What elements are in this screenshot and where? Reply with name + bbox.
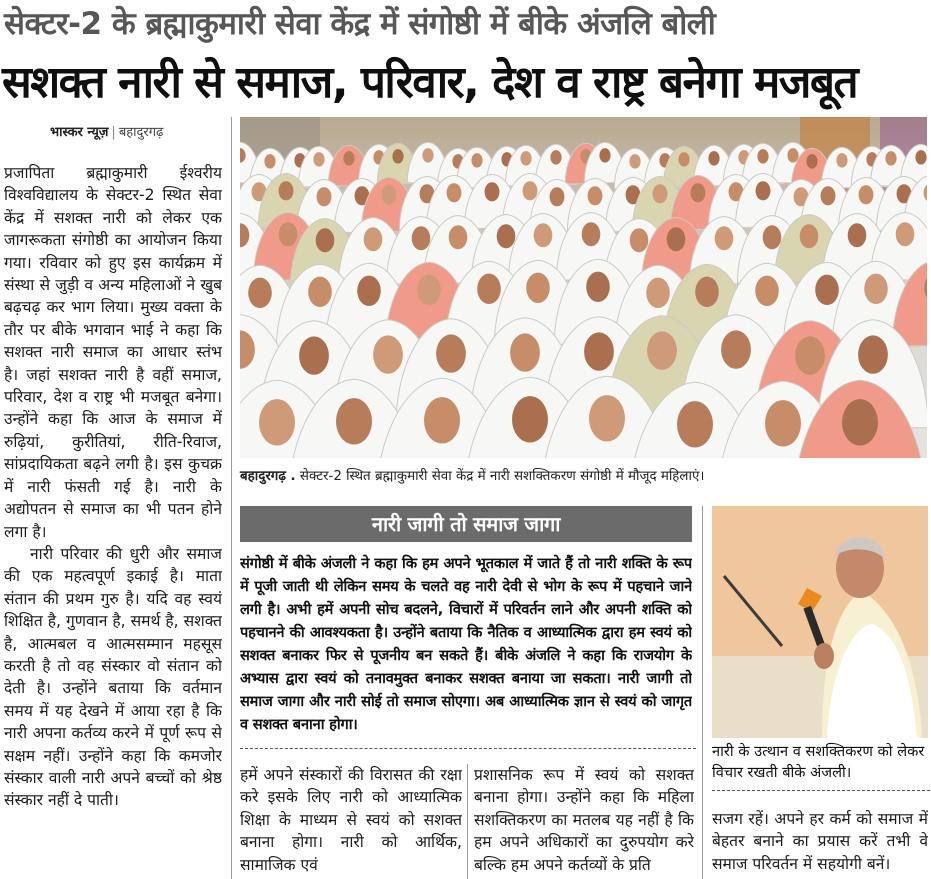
crowd-face bbox=[757, 149, 768, 163]
crowd-face bbox=[550, 150, 561, 164]
crowd-face bbox=[677, 401, 713, 447]
crowd-face bbox=[586, 272, 610, 302]
crowd-face bbox=[842, 399, 878, 445]
crowd-face bbox=[859, 185, 874, 204]
caption-text: सेक्टर-2 स्थित ब्रह्माकुमारी सेवा केंद्र में नारी सशक्तिकरण संगोष्ठी में मौजूद महिलाएं। bbox=[299, 469, 705, 484]
crowd-face bbox=[279, 222, 298, 246]
byline-agency: भास्कर न्यूज़ bbox=[50, 125, 109, 140]
crowd-face bbox=[815, 275, 839, 305]
column-divider bbox=[231, 117, 232, 879]
byline-place: बहादुरगढ़ bbox=[118, 125, 164, 140]
crowd-face bbox=[599, 148, 610, 162]
article-column-4 bbox=[712, 808, 928, 879]
crowd-face bbox=[510, 333, 540, 371]
crowd-face bbox=[373, 335, 403, 373]
crowd-face bbox=[248, 278, 272, 308]
dashed-divider bbox=[240, 748, 696, 749]
crowd-face bbox=[678, 152, 689, 166]
crowd-face bbox=[589, 395, 625, 441]
crowd-face bbox=[471, 153, 482, 167]
caption-place: बहादुरगढ़ . bbox=[240, 469, 296, 484]
crowd-face bbox=[848, 223, 867, 247]
crowd-face bbox=[647, 331, 677, 369]
crowd-face bbox=[447, 183, 462, 202]
kicker-headline: सेक्टर-2 के ब्रह्माकुमारी सेवा केंद्र में संगोष्ठी में बीके अंजलि बोली bbox=[4, 6, 716, 42]
crowd-face bbox=[588, 186, 603, 205]
crowd-face bbox=[534, 223, 553, 247]
crowd-face bbox=[412, 226, 431, 250]
side-photo-caption: नारी के उत्थान व सशक्तिकरण को लेकर विचार रखती बीके अंजली। bbox=[712, 743, 925, 781]
crowd-face bbox=[417, 275, 441, 305]
crowd-face bbox=[715, 226, 734, 250]
crowd-face bbox=[449, 225, 468, 249]
crowd-face bbox=[526, 273, 550, 303]
crowd-face bbox=[336, 398, 372, 444]
crowd-face bbox=[756, 181, 771, 200]
crowd-face bbox=[765, 400, 801, 446]
column-divider bbox=[467, 764, 468, 879]
article-column-3 bbox=[474, 764, 694, 879]
crowd-face bbox=[896, 222, 915, 246]
box-paragraph: संगोष्ठी में बीके अंजली ने कहा कि हम अपने भूतकाल में जाते हैं तो नारी शक्ति के रूप में पूजी जाती थी लेकिन समय के चलते वह नारी देवी से भोग के रूप में पहचाने जाने लगी है। अभी हमें अपनी सोच बदलने, विचारों में परिवर्तन लाने और अपनी शक्ति को पहचानने की आवश्यकता है। उन्होंने बताया कि नैतिक व आध्यात्मिक द्वारा हम स्वयं को सशक्त बनाकर फिर से पूजनीय बन सकते हैं। बीके अंजलि ने कहा कि राजयोग के अभ्यास द्वारा स्वयं को तनावमुक्त बनाकर सशक्त बनाया जा सकता। नारी जागी तो समाज जागा और नारी सोई तो समाज सोएगा। अब आध्यात्मिक ज्ञान से स्वयं को जागृत व सशक्त बनाना होगा। bbox=[240, 555, 692, 733]
crowd-face bbox=[357, 276, 381, 306]
crowd-face bbox=[485, 182, 500, 201]
crowd-face bbox=[477, 274, 501, 304]
crowd-face bbox=[629, 154, 640, 168]
crowd-photo-illustration bbox=[240, 117, 927, 458]
crowd-face bbox=[915, 150, 926, 164]
crowd-face bbox=[424, 397, 460, 443]
dashed-divider bbox=[712, 790, 930, 791]
crowd-face bbox=[382, 185, 397, 204]
crowd-face bbox=[497, 224, 516, 248]
crowd-face bbox=[755, 276, 779, 306]
crowd-figures bbox=[240, 142, 927, 458]
crowd-face bbox=[279, 181, 294, 200]
crowd-face bbox=[646, 278, 670, 308]
crowd-face bbox=[317, 187, 332, 206]
crowd-face bbox=[264, 154, 275, 168]
crowd-face bbox=[691, 183, 706, 202]
crowd-face bbox=[800, 224, 819, 248]
crowd-face bbox=[313, 152, 324, 166]
crowd-face bbox=[821, 186, 836, 205]
article-column-1 bbox=[4, 162, 222, 879]
crowd-face bbox=[523, 181, 538, 200]
crowd-face bbox=[436, 334, 466, 372]
byline bbox=[50, 122, 163, 140]
crowd-face bbox=[630, 228, 649, 252]
crowd-face bbox=[582, 222, 601, 246]
crowd-face bbox=[512, 396, 548, 442]
crowd-face bbox=[392, 149, 403, 163]
crowd-face bbox=[806, 154, 817, 168]
article-paragraph: प्रजापिता ब्रह्माकुमारी ईश्वरीय विश्वविद्यालय के सेक्टर-2 स्थित सेवा केंद्र में सशक्त नारी को लेकर एक जागरूकता संगोष्ठी का आयोजन किया गया। रविवार को हुए इस कार्यक्रम में संस्था से जुड़ी व अन्य महिलाओं ने खुब बढ़चढ़ कर भाग लिया। मुख्य वक्ता के तौर पर बीके भगवान भाई ने कहा कि सशक्त नारी समाज का आधार स्तंभ है। जहां सशक्त नारी है वहीं समाज, परिवार, देश व राष्ट्र भी मजबूत बनेगा। उन्होंने कहा कि आज के समाज में रुढ़ियां, कुरीतियां, रीति-रिवाज, सांप्रदायिकता बढ़ने लगी है। इस कुचक्र में नारी फंसती गई है। नारी के अद्योपतन से समाज का भी पतन होने लगा है। bbox=[4, 164, 222, 541]
article-paragraph: सजग रहें। अपने हर कर्म को समाज में बेहतर बनाने का प्रयास करें तभी वे समाज परिवर्तन में सहयोगी बनें। bbox=[712, 810, 928, 873]
speaker-photo-illustration bbox=[712, 506, 928, 738]
crowd-face bbox=[795, 336, 825, 374]
crowd-face bbox=[836, 153, 847, 167]
crowd-face bbox=[858, 335, 888, 373]
crowd-face bbox=[308, 277, 332, 307]
subhead-bar: नारी जागी तो समाज जागा bbox=[240, 506, 692, 542]
column-divider bbox=[702, 506, 703, 879]
crowd-face bbox=[763, 225, 782, 249]
byline-separator: | bbox=[111, 125, 116, 140]
crowd-face bbox=[343, 151, 354, 165]
article-paragraph: प्रशासनिक रूप में स्वयं को सशक्त बनाना होगा। उन्होंने कहा कि महिला सशक्तिकरण का मतलब यह नहीं है कि हम अपने अधिकारों का दुरुपयोग करे बल्कि हम अपने कर्तव्यों के प्रति bbox=[474, 766, 694, 874]
crowd-face bbox=[422, 148, 433, 162]
crowd-face bbox=[584, 332, 614, 370]
crowd-face bbox=[695, 277, 719, 307]
crowd-face bbox=[259, 399, 295, 445]
article-paragraph: हमें अपने संस्कारों की विरासत की रक्षा करे इसके लिए नारी को आध्यात्मिक शिक्षा के माध्यम से स्वयं को सशक्त बनाना होगा। नारी को आर्थिक, सामाजिक एवं bbox=[240, 766, 462, 874]
crowd-face bbox=[667, 227, 686, 251]
crowd-face bbox=[520, 151, 531, 165]
crowd-face bbox=[299, 336, 329, 374]
crowd-face bbox=[708, 151, 719, 165]
crowd-photo bbox=[240, 117, 927, 458]
speaker-photo bbox=[712, 506, 928, 738]
main-headline: सशक्त नारी से समाज, परिवार, देश व राष्ट्र बनेगा मजबूत bbox=[2, 57, 858, 108]
box-text bbox=[240, 552, 692, 740]
main-photo-caption bbox=[240, 466, 930, 484]
crowd-face bbox=[885, 151, 896, 165]
article-paragraph: नारी परिवार की धुरी और समाज की एक महत्वपूर्ण इकाई है। माता संतान की प्रथम गुरु है। यदि वह स्वयं शिक्षित है, गुणवान है, समर्थ है, सशक्त है, आत्मबल व आत्मसम्मान महसूस करती है तो वह संस्कार वो संतान को देती है। उन्होंने बताया कि वर्तमान समय में यह देखने में आया रहा है कि नारी अपना कर्तव्य करने में पूर्ण रूप से सक्षम नहीं। उन्होंने कहा कि कमजोर संस्कार वाली नारी अपने बच्चों को श्रेष्ठ संस्कार नहीं दे पाती। bbox=[4, 544, 222, 810]
article-column-2 bbox=[240, 764, 462, 879]
crowd-face bbox=[550, 187, 565, 206]
crowd-face bbox=[721, 330, 751, 368]
crowd-face bbox=[864, 274, 888, 304]
crowd-face bbox=[316, 228, 335, 252]
crowd-face bbox=[653, 184, 668, 203]
crowd-face bbox=[364, 227, 383, 251]
